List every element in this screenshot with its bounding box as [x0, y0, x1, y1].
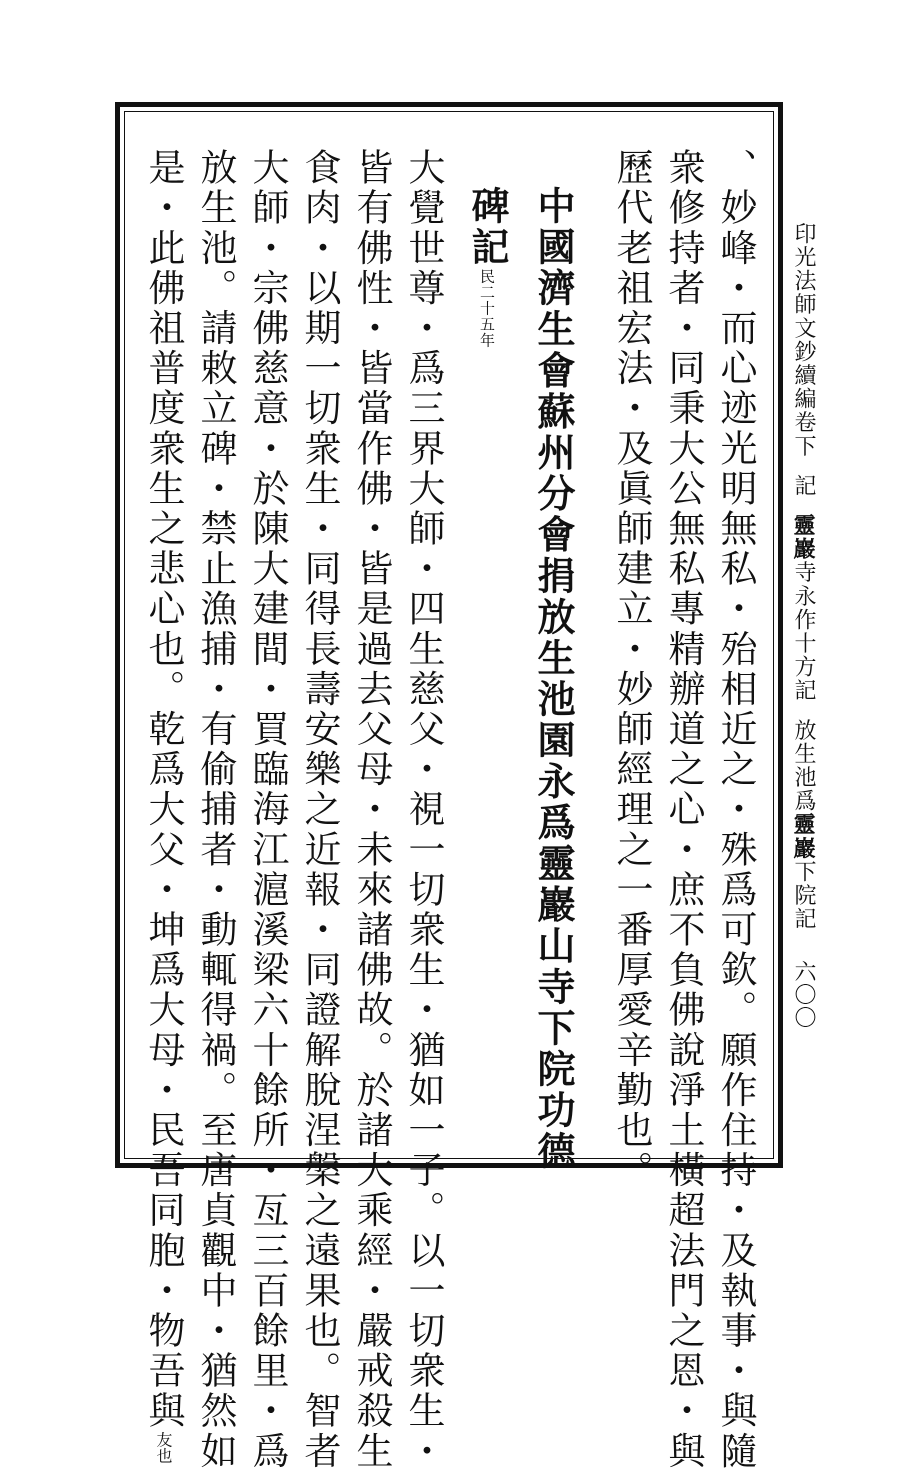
- book-title: 印光法師文鈔續編卷下: [791, 222, 816, 458]
- date-note: 民二十五年: [478, 268, 496, 349]
- entry-name-bold-2: 靈巖: [790, 812, 816, 861]
- entry-name-bold: 靈巖: [790, 513, 816, 561]
- entry-name-2: 放生池爲: [791, 718, 816, 813]
- essay-title-line-1: 中國濟生會蘇州分會捐放生池園永爲靈巖山寺下院功德: [531, 186, 576, 1173]
- text-column-6: 食肉・以期一切衆生・同得長壽安樂之近報・同證解脫涅槃之遠果也。智者: [298, 148, 341, 1471]
- text-column-8: 放生池。請敕立碑・禁止漁捕・有偷捕者・動輒得禍。至唐貞觀中・猶然如: [194, 148, 237, 1471]
- running-header: [786, 222, 820, 1022]
- text-column-5: 皆有佛性・皆當作佛・皆是過去父母・未來諸佛故。於諸大乘經・嚴戒殺生: [350, 148, 393, 1471]
- section-label: 記: [791, 474, 816, 498]
- text-column-4: 大覺世尊・爲三界大師・四生慈父・視一切衆生・猶如一子。以一切衆生・: [402, 148, 445, 1471]
- page-number: 六〇〇: [791, 960, 816, 1029]
- entry-name: 寺永作十方記: [791, 560, 816, 703]
- text-column-9: [140, 148, 186, 1464]
- interlinear-gloss: 友也: [154, 1431, 173, 1464]
- essay-title-end: 碑記: [465, 186, 510, 269]
- text-column-3: 歷代老祖宏法・及眞師建立・妙師經理之一番厚愛辛勤也。: [610, 148, 653, 1191]
- text-column-9-main: 是・此佛祖普度衆生之悲心也。乾爲大父・坤爲大母・民吾同胞・物吾與: [142, 148, 185, 1432]
- text-column-1: 、妙峰・而心迹光明無私・殆相近之・殊爲可欽。願作住持・及執事・與隨: [714, 148, 757, 1471]
- essay-title-line-2: [462, 186, 510, 1186]
- text-column-2: 衆修持者・同秉大公無私專精辦道之心・庶不負佛說淨土橫超法門之恩・與: [662, 148, 705, 1471]
- text-column-7: 大師・宗佛慈意・於陳大建間・買臨海江滬溪梁六十餘所・亙三百餘里・爲: [246, 148, 289, 1471]
- entry-name-3: 下院記: [791, 860, 816, 931]
